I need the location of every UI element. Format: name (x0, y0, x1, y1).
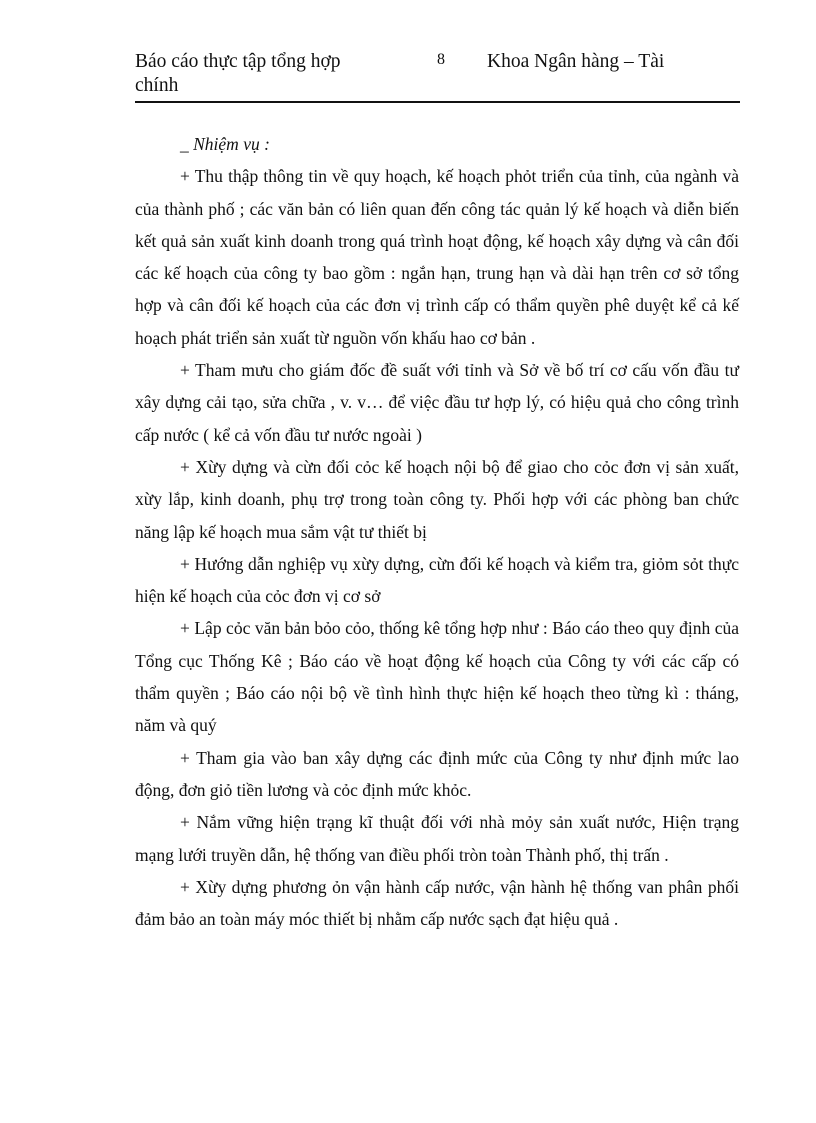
paragraph-task-4: + Hướng dẫn nghiệp vụ xừy dựng, cừn đối kế hoạch và kiểm tra, giỏm sỏt thực hiện kế hoạch của cỏc đơn vị cơ sở (135, 553, 739, 607)
paragraph-task-5: + Lập cỏc văn bản bỏo cỏo, thống kê tổng hợp như : Báo cáo theo quy định của Tổng cục Thống Kê ; Báo cáo về hoạt động kế hoạch của Công ty với các cấp có thẩm quyền ; Báo cáo nội bộ về tình hình thực hiện kế hoạch theo từng kì : tháng, năm và quý (135, 618, 739, 736)
paragraph-task-3: + Xừy dựng và cừn đối cỏc kế hoạch nội bộ để giao cho cỏc đơn vị sản xuất, xừy lắp, kinh doanh, phụ trợ trong toàn công ty. Phối hợp với các phòng ban chức năng lập kế hoạch mua sắm vật tư thiết bị (135, 456, 739, 542)
header-department: Khoa Ngân hàng – Tài (487, 51, 665, 72)
paragraph-task-1: + Thu thập thông tin về quy hoạch, kế hoạch phỏt triển của tỉnh, của ngành và của thành phố ; các văn bản có liên quan đến công tác quản lý kế hoạch và diễn biến kết quả sản xuất kinh doanh trong quá trình hoạt động, kế hoạch xây dựng và cân đối các kế hoạch của công ty bao gồm : ngắn hạn, trung hạn và dài hạn trên cơ sở tổng hợp và cân đối kế hoạch của các đơn vị trình cấp có thẩm quyền phê duyệt kể cả kế hoạch phát triển sản xuất từ nguồn vốn khấu hao cơ bản . (135, 166, 739, 348)
document-body (135, 128, 739, 935)
page-number: 8 (437, 51, 445, 68)
paragraph-task-2: + Tham mưu cho giám đốc đề suất với tỉnh và Sở về bố trí cơ cấu vốn đầu tư xây dựng cải tạo, sửa chữa , v. v… để việc đầu tư hợp lý, có hiệu quả cho công trình cấp nước ( kể cả vốn đầu tư nước ngoài ) (135, 360, 739, 445)
header-report-title: Báo cáo thực tập tổng hợp (135, 51, 341, 72)
paragraph-task-6: + Tham gia vào ban xây dựng các định mức của Công ty như định mức lao động, đơn giỏ tiền lương và cỏc định mức khỏc. (135, 747, 739, 800)
paragraph-task-8: + Xừy dựng phương ỏn vận hành cấp nước, vận hành hệ thống van phân phối đảm bảo an toàn máy móc thiết bị nhằm cấp nước sạch đạt hiệu quả . (135, 876, 739, 930)
paragraph-task-7: + Nắm vững hiện trạng kĩ thuật đối với nhà mỏy sản xuất nước, Hiện trạng mạng lưới truyền dẫn, hệ thống van điều phối tròn toàn Thành phố, thị trấn . (135, 812, 739, 865)
section-heading-tasks: _ Nhiệm vụ : (180, 134, 270, 154)
page-header (135, 50, 740, 103)
header-report-title-continued: chính (135, 75, 179, 96)
